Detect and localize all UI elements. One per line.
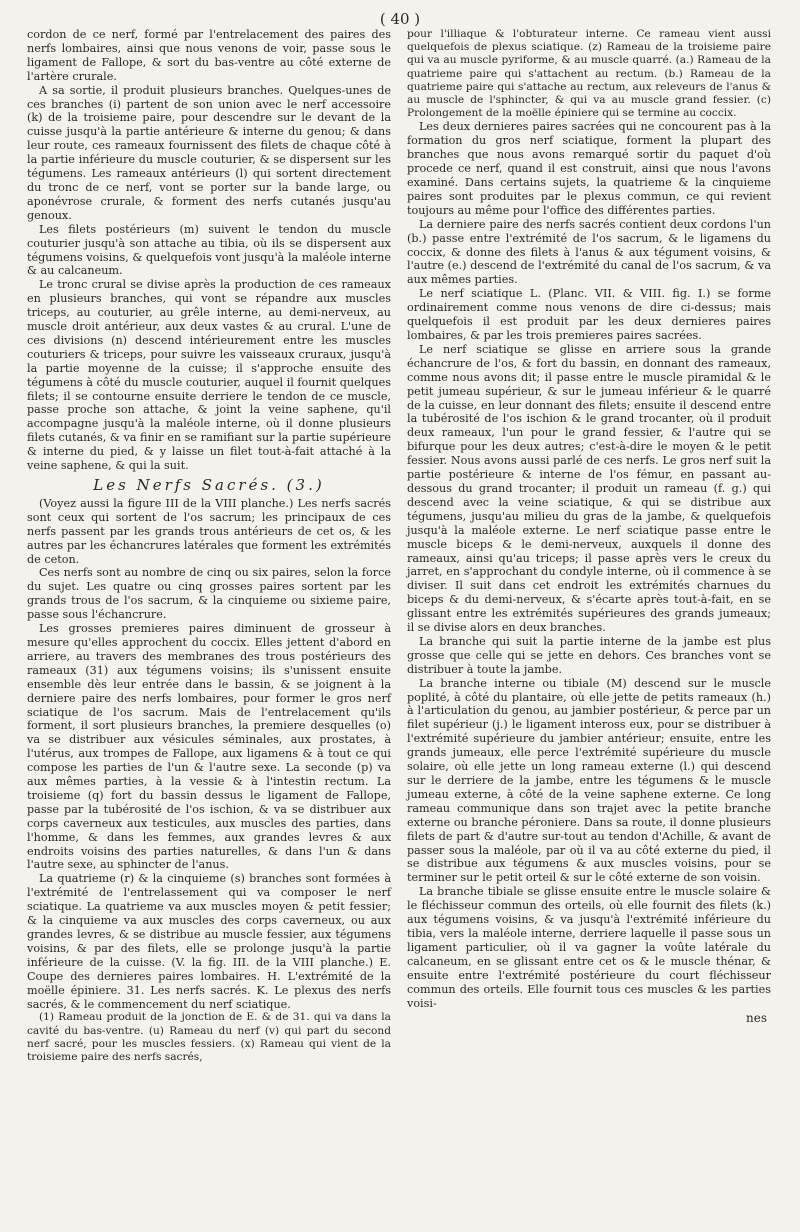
- paragraph: La derniere paire des nerfs sacrés contient deux cordons l'un (b.) passe entre l'extrémité de l'os sacrum, & le ligamens du coccix, & donne des filets à l'anus & aux tégument voisins, & l'autre (e.) descend de l'extrémité du canal de l'os sacrum, & va aux mêmes parties.: [407, 217, 771, 287]
- footnote-continued: pour l'illiaque & l'obturateur interne. Ce rameau vient aussi quelquefois de plexus sciatique. (z) Rameau de la troisieme paire qui va au muscle pyriforme, & au muscle quarré. (a.) Rameau de la quatrieme paire qui s'attachent au rectum. (b.) Rameau de la quatrieme paire qui s'attache au rectum, aux releveurs de l'anus & au muscle de l'sphincter, & qui va au muscle grand fessier. (c) Prolongement de la moëlle épiniere qui se termine au coccix.: [407, 28, 771, 120]
- paragraph: Les grosses premieres paires diminuent de grosseur à mesure qu'elles approchent du coccix. Elles jettent d'abord en arriere, au travers des membranes des trous postérieurs des rameaux (31) aux tégumens voisins; ils s'unissent ensuite ensemble dès leur entrée dans le bassin, & se joignent à la derniere paire des nerfs lombaires, pour former le gros nerf sciatique de l'os sacrum. Mais de l'entrelacement qu'ils forment, il sort plusieurs branches, la premiere desquelles (o) va se distribuer aux vésicules séminales, aux prostates, à l'utérus, aux trompes de Fallope, aux ligamens & à tout ce qui compose les parties de l'un & l'autre sexe. La seconde (p) va aux mêmes parties, à la vessie & à l'intestin rectum. La troisieme (q) fort du bassin dessus le ligament de Fallope, passe par la tubérosité de l'os ischion, & va se distribuer aux corps caverneux aux testicules, aux muscles des parties, dans l'homme, & dans les femmes, aux grandes levres & aux endroits voisins des parties naturelles, & dans l'un & dans l'autre sexe, au sphincter de l'anus.: [27, 622, 391, 872]
- footnote: (1) Rameau produit de la jonction de E. & de 31. qui va dans la cavité du bas-ventre. (u) Rameau du nerf (v) qui part du second nerf sacré, pour les muscles fessiers. (x) Rameau qui vient de la troisieme paire des nerfs sacrés,: [27, 1011, 391, 1064]
- paragraph: A sa sortie, il produit plusieurs branches. Quelques-unes de ces branches (i) partent de son union avec le nerf accessoire (k) de la troisieme paire, pour descendre sur le devant de la cuisse jusqu'à la partie antérieure & interne du genou; & dans leur route, ces rameaux fournissent des filets de chaque côté à la partie inférieure du muscle couturier, & se dispersent sur les tégumens. Les rameaux antérieurs (l) qui sortent directement du tronc de ce nerf, vont se porter sur la bande large, ou aponévrose crurale, & forment des nerfs cutanés jusqu'au genoux.: [27, 83, 391, 222]
- right-column: [407, 28, 771, 1026]
- page-number: ( 40 ): [379, 10, 421, 28]
- paragraph: La quatrieme (r) & la cinquieme (s) branches sont formées à l'extrémité de l'entrelassement qui va composer le nerf sciatique. La quatrieme va aux muscles moyen & petit fessier; & la cinquieme va aux muscles des corps caverneux, ou aux grandes levres, & se distribue au muscle fessier, aux tégumens voisins, & par des filets, elle se prolonge jusqu'à la partie inférieure de la cuisse. (V. la fig. III. de la VIII planche.) E. Coupe des dernieres paires lombaires. H. L'extrémité de la moëlle épiniere. 31. Les nerfs sacrés. K. Le plexus des nerfs sacrés, & le commencement du nerf sciatique.: [27, 872, 391, 1011]
- paragraph: La branche tibiale se glisse ensuite entre le muscle solaire & le fléchisseur commun des orteils, où elle fournit des filets (k.) aux tégumens voisins, & va jusqu'à l'extrémité inférieure du tibia, vers la maléole interne, derriere laquelle il passe sous un ligament particulier, où il va gagner la voûte latérale du calcaneum, en se glissant entre cet os & le muscle thénar, & ensuite entre l'extrémité postérieure du court fléchisseur commun des orteils. Elle fournit tous ces muscles & les parties voisi-: [407, 885, 771, 1010]
- paragraph: La branche interne ou tibiale (M) descend sur le muscle poplité, à côté du plantaire, où elle jette de petits rameaux (h.) à l'articulation du genou, au jambier postérieur, & perce par un filet supérieur (j.) le ligament inteross eux, pour se distribuer à l'extrémité supérieure du jambier antérieur; ensuite, entre les grands jumeaux, elle perce l'extrémité supérieure du muscle solaire, où elle jette un long rameau externe (l.) qui descend sur le derriere de la jambe, entre les tégumens & le muscle jumeau externe, à côté de la veine saphene externe. Ce long rameau communique dans son trajet avec la petite branche externe ou branche péroniere. Dans sa route, il donne plusieurs filets de part & d'autre sur-tout au tendon d'Achille, & avant de passer sous la maléole, par où il va au côté externe du pied, il se distribue aux tégumens & aux muscles voisins, pour se terminer sur le petit orteil & sur le côté externe de son voisin.: [407, 676, 771, 885]
- paragraph: Les deux dernieres paires sacrées qui ne concourent pas à la formation du gros nerf sciatique, forment la plupart des branches que nous avons remarqué sortir du paquet d'où procede ce nerf, quand il est construit, ainsi que nous l'avons examiné. Dans certains sujets, la quatrieme & la cinquieme paires sont produites par le plexus commun, ce qui revient toujours au même pour l'office des différentes parties.: [407, 120, 771, 217]
- paragraph: Les filets postérieurs (m) suivent le tendon du muscle couturier jusqu'à son attache au tibia, où ils se dispersent aux tégumens voisins, & quelquefois vont jusqu'à la maléole interne & au calcaneum.: [27, 222, 391, 278]
- paragraph: (Voyez aussi la figure III de la VIII planche.) Les nerfs sacrés sont ceux qui sortent de l'os sacrum; les principaux de ces nerfs passent par les grands trous antérieurs de cet os, & les autres par les échancrures latérales que forment les extrémités de ceton.: [27, 496, 391, 566]
- paragraph: La branche qui suit la partie interne de la jambe est plus grosse que celle qui se jette en dehors. Ces branches vont se distribuer à toute la jambe.: [407, 634, 771, 676]
- paragraph: cordon de ce nerf, formé par l'entrelacement des paires des nerfs lombaires, ainsi que nous venons de voir, passe sous le ligament de Fallope, & sort du bas-ventre au côté externe de l'artère crurale.: [27, 28, 391, 83]
- paragraph: Ces nerfs sont au nombre de cinq ou six paires, selon la force du sujet. Les quatre ou cinq grosses paires sortent par les grands trous de l'os sacrum, & la cinquieme ou sixieme paire, passe sous l'échancrure.: [27, 566, 391, 622]
- paragraph: Le nerf sciatique se glisse en arriere sous la grande échancrure de l'os, & fort du bassin, en donnant des rameaux, comme nous avons dit; il passe entre le muscle piramidal & le petit jumeau supérieur, & sur le jumeau inférieur & le quarré de la cuisse, en leur donnant des filets; ensuite il descend entre la tubérosité de l'os ischion & le grand trocanter, où il produit deux rameaux, l'un pour le grand fessier, & l'autre qui se bifurque pour les deux autres; c'est-à-dire le moyen & le petit fessier. Nous avons aussi parlé de ces nerfs. Le gros nerf suit la partie postérieure & interne de l'os fémur, en passant au-dessous du grand trocanter; il produit un rameau (f. g.) qui descend avec la veine sciatique, & qui se distribue aux tégumens, jusqu'au milieu du gras de la jambe, & quelquefois jusqu'à la maléole externe. Le nerf sciatique passe entre le muscle biceps & le demi-nerveux, auxquels il donne des rameaux, ainsi qu'au triceps; il passe après vers le creux du jarret, en s'approchant du condyle interne, où il commence à se diviser. Il suit dans cet endroit les extrémités charnues du biceps & du demi-nerveux, & s'écarte après tout-à-fait, en se glissant entre les extrémités supérieures des grands jumeaux; il se divise alors en deux branches.: [407, 342, 771, 635]
- catchword: nes: [746, 1011, 767, 1026]
- section-heading: Les Nerfs Sacrés. (3.): [93, 476, 325, 494]
- paragraph: Le nerf sciatique L. (Planc. VII. & VIII. fig. I.) se forme ordinairement comme nous venons de dire ci-dessus; mais quelquefois il est produit par les deux dernieres paires lombaires, & par les trois premieres paires sacrées.: [407, 287, 771, 343]
- left-column: [27, 28, 391, 1064]
- paragraph: Le tronc crural se divise après la production de ces rameaux en plusieurs branches, qui vont se répandre aux muscles triceps, au couturier, au grêle interne, au demi-nerveux, au muscle droit antérieur, aux deux vastes & au crural. L'une de ces divisions (n) descend intérieurement entre les muscles couturiers & triceps, pour suivre les vaisseaux cruraux, jusqu'à la partie moyenne de la cuisse; il s'approche ensuite des tégumens à côté du muscle couturier, auquel il fournit quelques filets; il se contourne ensuite derriere le tendon de ce muscle, passe proche son attache, & joint la veine saphene, qu'il accompagne jusqu'à la maléole interne, où il donne plusieurs filets cutanés, & va finir en se ramifiant sur la partie supérieure & interne du pied, & y laisse un filet tout-à-fait attaché à la veine saphene, & qui la suit.: [27, 278, 391, 473]
